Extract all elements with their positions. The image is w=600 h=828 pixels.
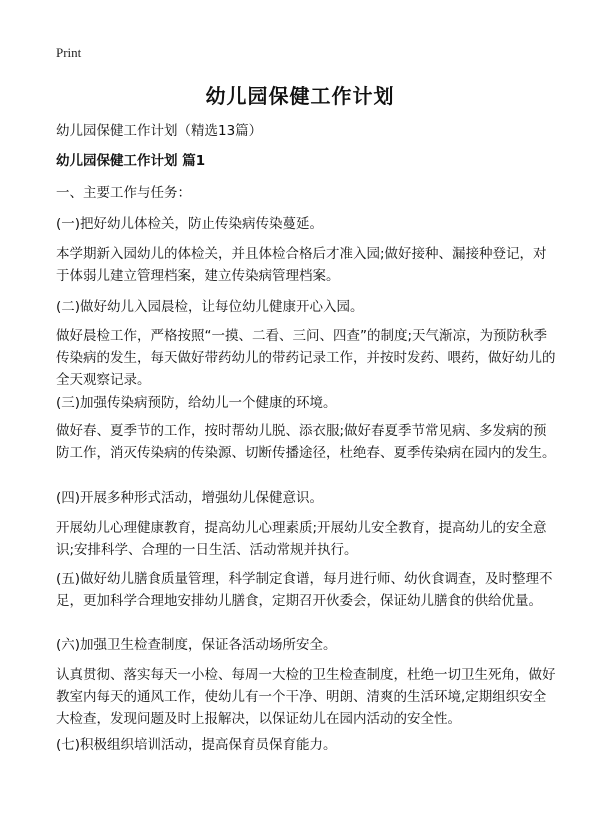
paragraph-body-4: 开展幼儿心理健康教育，提高幼儿心理素质;开展幼儿安全教育，提高幼儿的安全意识;安排科学、合理的一日生活、活动常规并执行。	[56, 520, 547, 558]
document-subtitle: 幼儿园保健工作计划（精选13篇）	[56, 123, 263, 139]
paragraph-body-2: 做好晨检工作，严格按照“一摸、二看、三问、四查”的制度;天气渐凉，为预防秋季传染病的发生，每天做好带药幼儿的带药记录工作，并按时发药、喂药，做好幼儿的全天观察记录。	[56, 328, 556, 388]
paragraph-item-3: (三)加强传染病预防，给幼儿一个健康的环境。	[56, 395, 337, 411]
paragraph-item-5: (五)做好幼儿膳食质量管理，科学制定食谱，每月进行师、幼伙食调查，及时整理不足，更加科学合理地安排幼儿膳食，定期召开伙委会，保证幼儿膳食的供给优量。	[56, 571, 553, 609]
paragraph-main-tasks: 一、主要工作与任务：	[56, 185, 191, 201]
paragraph-item-6: (六)加强卫生检查制度，保证各活动场所安全。	[56, 637, 337, 653]
document-title: 幼儿园保健工作计划	[205, 84, 395, 108]
section-heading: 幼儿园保健工作计划 篇1	[56, 153, 206, 169]
paragraph-item-2: (二)做好幼儿入园晨检，让每位幼儿健康开心入园。	[56, 299, 364, 315]
paragraph-body-3: 做好春、夏季节的工作，按时帮幼儿脱、添衣服;做好春夏季节常见病、多发病的预防工作，消灭传染病的传染源、切断传播途径，杜绝春、夏季传染病在园内的发生。	[56, 423, 556, 461]
print-link[interactable]: Print	[56, 45, 82, 60]
paragraph-item-4: (四)开展多种形式活动，增强幼儿保健意识。	[56, 490, 324, 506]
paragraph-item-1: (一)把好幼儿体检关，防止传染病传染蔓延。	[56, 216, 324, 232]
paragraph-item-7: (七)积极组织培训活动，提高保育员保育能力。	[56, 737, 337, 753]
paragraph-body-1: 本学期新入园幼儿的体检关，并且体检合格后才准入园;做好接种、漏接种登记，对于体弱儿建立管理档案，建立传染病管理档案。	[56, 246, 547, 284]
paragraph-body-6: 认真贯彻、落实每天一小检、每周一大检的卫生检查制度，杜绝一切卫生死角，做好教室内每天的通风工作，使幼儿有一个干净、明朗、清爽的生活环境,定期组织安全大检查，发现问题及时上报解决，以保证幼儿在园内活动的安全性。	[56, 667, 556, 727]
